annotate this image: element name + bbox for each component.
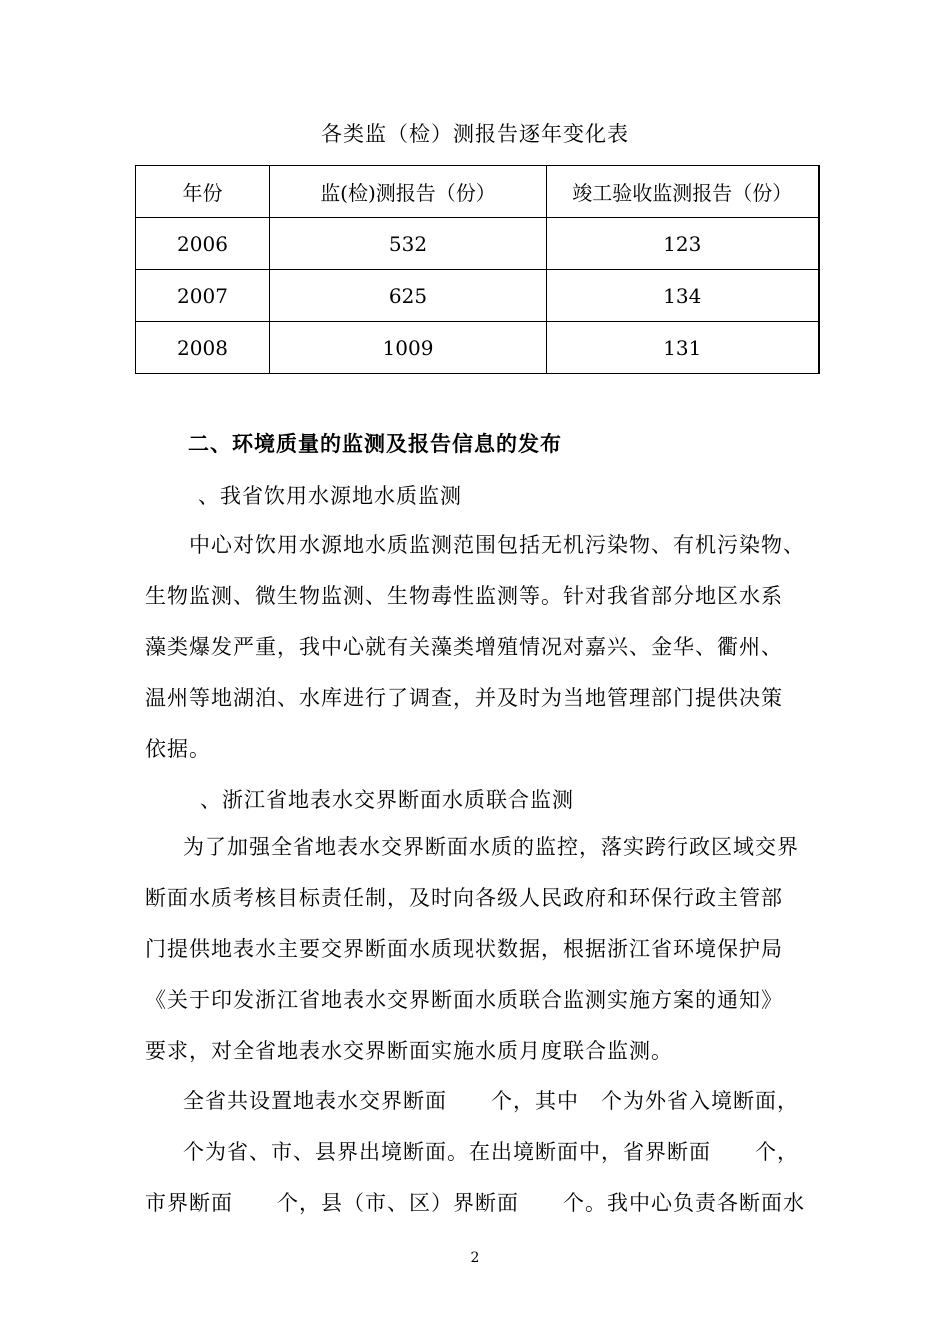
paragraph-line: 要求，对全省地表水交界断面实施水质月度联合监测。	[145, 1039, 673, 1063]
paragraph-line: 为了加强全省地表水交界断面水质的监控，落实跨行政区域交界	[183, 835, 799, 859]
table-title: 各类监（检）测报告逐年变化表	[321, 122, 629, 146]
table-header-row	[136, 166, 819, 218]
cell-year: 2006	[136, 218, 270, 270]
paragraph-line: 断面水质考核目标责任制，及时向各级人民政府和环保行政主管部	[145, 886, 783, 910]
paragraph-line: 生物监测、微生物监测、生物毒性监测等。针对我省部分地区水系	[145, 584, 783, 608]
paragraph-boundary-sections	[145, 1076, 805, 1229]
paragraph-line: 《关于印发浙江省地表水交界断面水质联合监测实施方案的通知》	[145, 988, 783, 1012]
header-acceptance-reports: 竣工验收监测报告（份）	[547, 166, 819, 218]
section-heading: 二、环境质量的监测及报告信息的发布	[188, 432, 562, 456]
paragraph-line: 市界断面 个，县（市、区）界断面 个。我中心负责各断面水	[145, 1191, 805, 1215]
cell-acceptance: 131	[547, 322, 819, 374]
cell-year: 2007	[136, 270, 270, 322]
cell-acceptance: 123	[547, 218, 819, 270]
header-monitoring-reports: 监(检)测报告（份）	[270, 166, 547, 218]
cell-monitoring: 1009	[270, 322, 547, 374]
paragraph-line: 依据。	[145, 737, 211, 761]
page-number: 2	[470, 1250, 480, 1266]
header-year: 年份	[136, 166, 270, 218]
paragraph-line: 温州等地湖泊、水库进行了调查，并及时为当地管理部门提供决策	[145, 686, 783, 710]
table-row	[136, 218, 819, 270]
paragraph-line: 个为省、市、县界出境断面。在出境断面中，省界断面 个，	[183, 1140, 799, 1164]
paragraph-line: 门提供地表水主要交界断面水质现状数据，根据浙江省环境保护局	[145, 937, 783, 961]
paragraph-line: 全省共设置地表水交界断面 个，其中 个为外省入境断面，	[183, 1089, 799, 1113]
paragraph-line: 中心对饮用水源地水质监测范围包括无机污染物、有机污染物、	[189, 533, 805, 557]
report-table	[135, 165, 820, 374]
subheading-drinking-water: 、我省饮用水源地水质监测	[198, 484, 462, 508]
subheading-boundary-monitoring: 、浙江省地表水交界断面水质联合监测	[200, 788, 574, 812]
paragraph-line: 藻类爆发严重，我中心就有关藻类增殖情况对嘉兴、金华、衢州、	[145, 635, 783, 659]
cell-year: 2008	[136, 322, 270, 374]
table-row	[136, 270, 819, 322]
table-row	[136, 322, 819, 374]
cell-acceptance: 134	[547, 270, 819, 322]
cell-monitoring: 625	[270, 270, 547, 322]
paragraph-drinking-water	[145, 520, 805, 775]
cell-monitoring: 532	[270, 218, 547, 270]
paragraph-boundary-monitoring	[145, 822, 805, 1077]
